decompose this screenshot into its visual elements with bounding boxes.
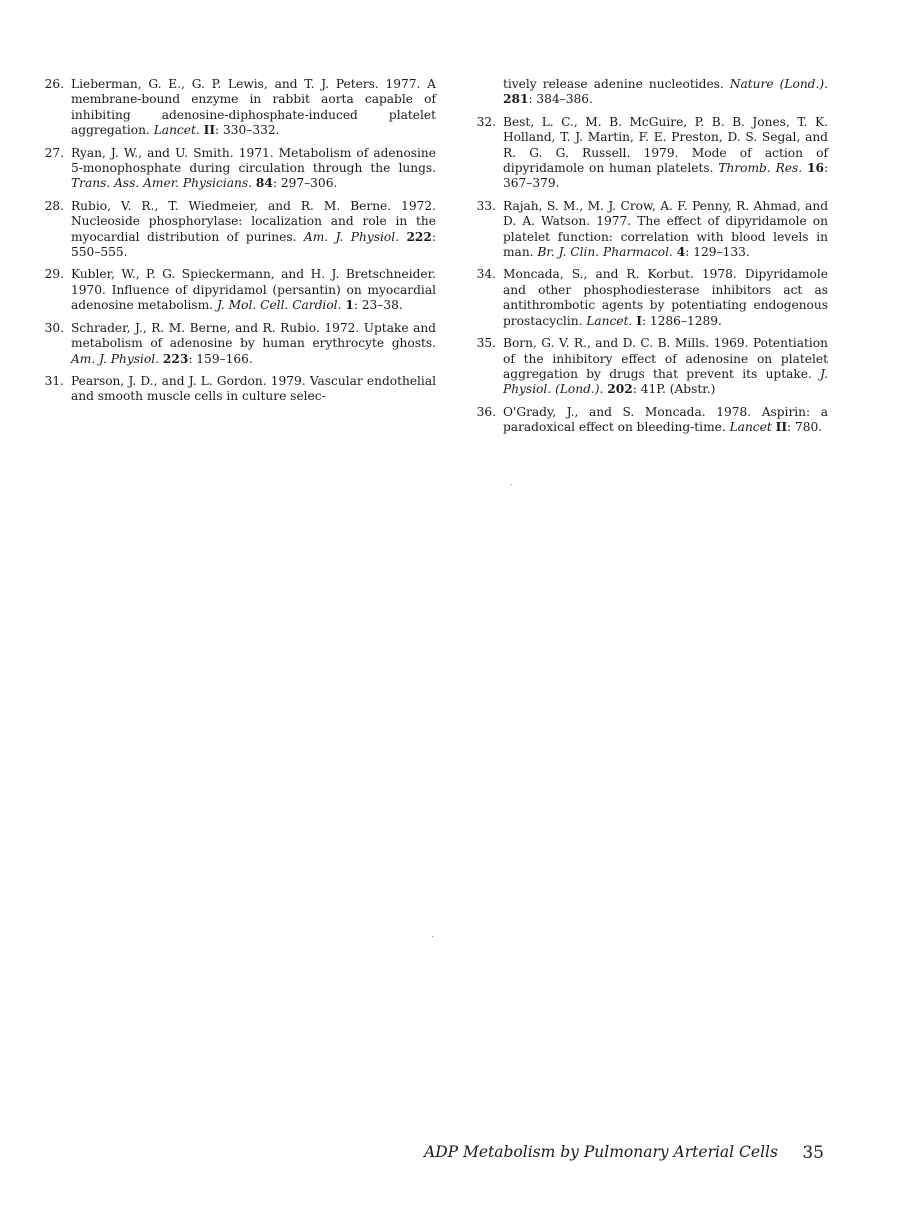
reference-volume: 223 — [162, 351, 189, 366]
references-column-right — [470, 77, 828, 443]
reference-volume: 202 — [607, 382, 633, 397]
reference-pages: : 1286–1289. — [641, 313, 722, 328]
reference-number: 33. — [476, 198, 496, 213]
reference-pages: : 367–379. — [503, 161, 829, 191]
reference-entry — [38, 321, 436, 367]
reference-number: 31. — [44, 373, 64, 388]
reference-number: 35. — [476, 336, 496, 351]
reference-journal: Thromb. Res. — [718, 161, 803, 176]
reference-number: 34. — [476, 267, 496, 282]
reference-entry — [470, 267, 828, 329]
reference-pages: : 129–133. — [685, 245, 750, 260]
reference-text: Rajah, S. M., M. J. Crow, A. F. Penny, R. Ahmad, and D. A. Watson. 1977. The effect of dipyridamole on platelet function: correlation with blood levels in man. — [503, 198, 828, 260]
reference-volume: 281 — [503, 92, 529, 107]
reference-volume: 1 — [345, 298, 354, 313]
reference-journal: Am. J. Physiol. — [71, 351, 159, 366]
reference-number: 36. — [476, 404, 496, 419]
reference-journal: J. Mol. Cell. Cardiol. — [216, 298, 342, 313]
reference-entry — [38, 267, 436, 313]
reference-entry — [470, 115, 828, 192]
reference-entry — [38, 146, 436, 192]
reference-journal: Nature (Lond.). — [729, 77, 828, 91]
reference-text: Pearson, J. D., and J. L. Gordon. 1979. Vascular endothelial and smooth muscle cells in culture selec- — [71, 373, 436, 404]
reference-volume: I — [636, 313, 642, 328]
reference-journal: Am. J. Physiol. — [303, 229, 400, 244]
reference-number: 27. — [44, 145, 64, 160]
reference-pages: : 297–306. — [272, 176, 338, 191]
reference-journal: Lancet — [729, 420, 772, 435]
reference-entry — [470, 336, 828, 398]
reference-journal: Lancet. — [586, 313, 633, 328]
reference-text: Lieberman, G. E., G. P. Lewis, and T. J. Peters. 1977. A membrane-bound enzyme in rabbit aorta capable of inhibiting adenosine-diphosphate-induced platelet aggregation. — [71, 77, 436, 138]
reference-text: Kubler, W., P. G. Spieckermann, and H. J. Bretschneider. 1970. Influence of dipyridamol (persantin) on myocardial adenosine metabolism. — [71, 267, 436, 313]
reference-journal: Lancet. — [153, 123, 200, 138]
reference-pages: : 23–38. — [353, 298, 403, 313]
reference-text: O'Grady, J., and S. Moncada. 1978. Aspirin: a paradoxical effect on bleeding-time. — [503, 404, 828, 435]
reference-pages: : 330–332. — [215, 123, 280, 138]
reference-entry — [38, 199, 436, 261]
reference-volume: 4 — [676, 245, 686, 260]
reference-pages: : 780. — [787, 420, 823, 435]
reference-volume: II — [775, 420, 788, 435]
reference-entry-continued — [470, 77, 828, 108]
reference-journal: Br. J. Clin. Pharmacol. — [537, 245, 673, 260]
reference-volume: 84 — [255, 176, 273, 191]
reference-text: Moncada, S., and R. Korbut. 1978. Dipyridamole and other phosphodiesterase inhibitors act as antithrombotic agents by potentiating endogenous prostacyclin. — [503, 267, 828, 328]
reference-entry — [470, 405, 828, 436]
reference-number: 32. — [476, 114, 496, 129]
reference-entry — [470, 199, 828, 261]
reference-text: Born, G. V. R., and D. C. B. Mills. 1969. Potentiation of the inhibitory effect of adenosine on platelet aggregation by drugs that prevent its uptake. — [503, 336, 828, 381]
reference-pages: : 41P. (Abstr.) — [632, 382, 716, 397]
reference-text: Schrader, J., R. M. Berne, and R. Rubio. 1972. Uptake and metabolism of adenosine by human erythrocyte ghosts. — [71, 320, 436, 351]
reference-text: tively release adenine nucleotides. — [503, 77, 724, 91]
reference-volume: 16 — [806, 161, 824, 176]
reference-text: Rubio, V. R., T. Wiedmeier, and R. M. Berne. 1972. Nucleoside phosphorylase: localization and role in the myocardial distribution of purines. — [71, 198, 436, 244]
reference-number: 30. — [44, 320, 64, 335]
references-column-left — [38, 77, 436, 412]
reference-text: Best, L. C., M. B. McGuire, P. B. B. Jones, T. K. Holland, T. J. Martin, F. E. Preston, D. S. Segal, and R. G. G. Russell. 1979. Mode of action of dipyridamole on human platelets. — [503, 114, 828, 176]
scan-speck — [511, 484, 512, 485]
running-title: ADP Metabolism by Pulmonary Arterial Cells — [424, 1143, 778, 1161]
reference-journal: J. Physiol. (Lond.). — [503, 366, 828, 397]
reference-pages: : 550–555. — [71, 229, 437, 260]
reference-journal: Trans. Ass. Amer. Physicians. — [71, 176, 252, 191]
reference-text: Ryan, J. W., and U. Smith. 1971. Metabolism of adenosine 5-monophosphate during circulation through the lungs. — [71, 145, 436, 176]
scan-speck — [432, 936, 433, 937]
page-number: 35 — [802, 1143, 824, 1163]
reference-entry — [38, 374, 436, 405]
page-footer — [424, 1143, 824, 1161]
reference-number: 26. — [44, 77, 64, 91]
reference-pages: : 384–386. — [528, 92, 593, 107]
reference-number: 29. — [44, 267, 64, 282]
reference-number: 28. — [44, 198, 64, 213]
reference-entry — [38, 77, 436, 139]
reference-volume: II — [203, 123, 216, 138]
reference-pages: : 159–166. — [188, 351, 253, 366]
reference-volume: 222 — [406, 229, 432, 244]
